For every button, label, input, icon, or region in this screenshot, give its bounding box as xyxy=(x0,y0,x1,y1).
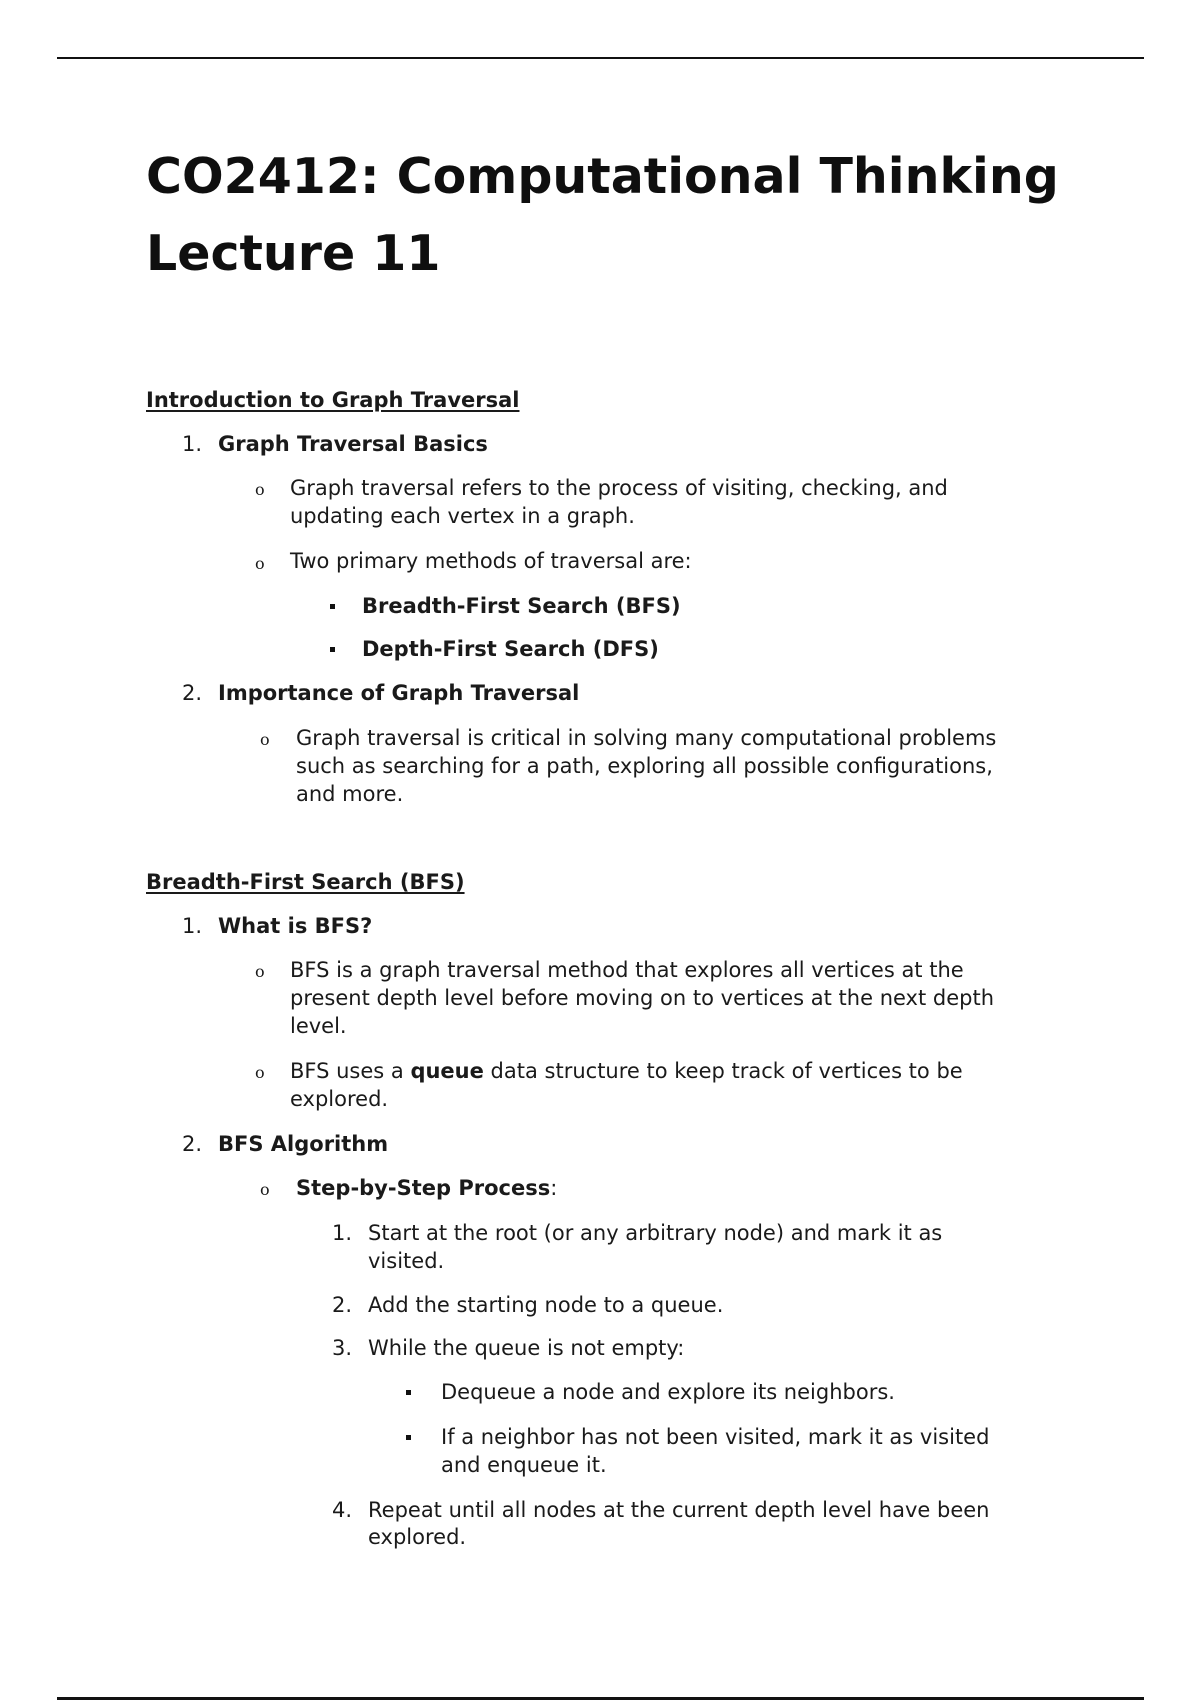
process-label-text: Step-by-Step Process xyxy=(296,1176,551,1200)
step-text: Add the starting node to a queue. xyxy=(368,1293,724,1317)
open-bullet-icon: o xyxy=(255,554,265,573)
item-title-traversal-basics: Graph Traversal Basics xyxy=(218,432,488,456)
process-colon: : xyxy=(550,1176,558,1200)
list-number: 2. xyxy=(182,1132,203,1156)
substep-text: and enqueue it. xyxy=(441,1453,607,1477)
bullet-text: Graph traversal refers to the process of visiting, checking, and xyxy=(290,476,948,500)
text-fragment: data structure to keep track of vertices to be xyxy=(483,1059,963,1083)
bullet-text: such as searching for a path, exploring all possible configurations, xyxy=(296,754,993,778)
substep-text: If a neighbor has not been visited, mark it as visited xyxy=(441,1425,990,1449)
bullet-text: Two primary methods of traversal are: xyxy=(290,549,692,573)
title-line-2: Lecture 11 xyxy=(146,225,441,282)
square-bullet-icon xyxy=(406,1390,411,1395)
item-title-bfs-algorithm: BFS Algorithm xyxy=(218,1132,389,1156)
bullet-text: updating each vertex in a graph. xyxy=(290,504,635,528)
title-line-1: CO2412: Computational Thinking xyxy=(146,148,1059,205)
open-bullet-icon: o xyxy=(255,962,265,981)
open-bullet-icon: o xyxy=(255,1063,265,1082)
open-bullet-icon: o xyxy=(260,730,270,749)
step-text: Repeat until all nodes at the current depth level have been xyxy=(368,1498,990,1522)
process-label xyxy=(296,1174,557,1202)
item-title-what-is-bfs: What is BFS? xyxy=(218,914,373,938)
bullet-text: BFS is a graph traversal method that explores all vertices at the xyxy=(290,958,964,982)
bullet-text: explored. xyxy=(290,1087,389,1111)
step-number: 2. xyxy=(332,1293,353,1317)
substep-text: Dequeue a node and explore its neighbors. xyxy=(441,1380,895,1404)
square-bullet-icon xyxy=(406,1435,411,1440)
square-bullet-icon xyxy=(330,604,335,609)
step-number: 3. xyxy=(332,1336,353,1360)
step-text: explored. xyxy=(368,1525,467,1549)
keyword-queue: queue xyxy=(410,1059,484,1083)
item-title-importance: Importance of Graph Traversal xyxy=(218,681,580,705)
method-bfs: Breadth-First Search (BFS) xyxy=(362,594,681,618)
document-title xyxy=(146,138,1059,292)
step-text: While the queue is not empty: xyxy=(368,1336,685,1360)
list-number: 2. xyxy=(182,681,203,705)
step-number: 4. xyxy=(332,1498,353,1522)
step-number: 1. xyxy=(332,1221,353,1245)
step-text: visited. xyxy=(368,1249,445,1273)
square-bullet-icon xyxy=(330,647,335,652)
open-bullet-icon: o xyxy=(260,1180,270,1199)
method-dfs: Depth-First Search (DFS) xyxy=(362,637,659,661)
text-fragment: BFS uses a xyxy=(290,1059,411,1083)
header-rule xyxy=(57,57,1144,59)
step-text: Start at the root (or any arbitrary node) and mark it as xyxy=(368,1221,943,1245)
open-bullet-icon: o xyxy=(255,480,265,499)
section-heading-bfs: Breadth-First Search (BFS) xyxy=(146,870,465,894)
bullet-text-queue xyxy=(290,1057,963,1085)
bullet-text: present depth level before moving on to vertices at the next depth xyxy=(290,986,995,1010)
bullet-text: Graph traversal is critical in solving many computational problems xyxy=(296,726,997,750)
bullet-text: level. xyxy=(290,1014,347,1038)
list-number: 1. xyxy=(182,432,203,456)
bullet-text: and more. xyxy=(296,782,404,806)
section-heading-graph-traversal: Introduction to Graph Traversal xyxy=(146,388,520,412)
list-number: 1. xyxy=(182,914,203,938)
